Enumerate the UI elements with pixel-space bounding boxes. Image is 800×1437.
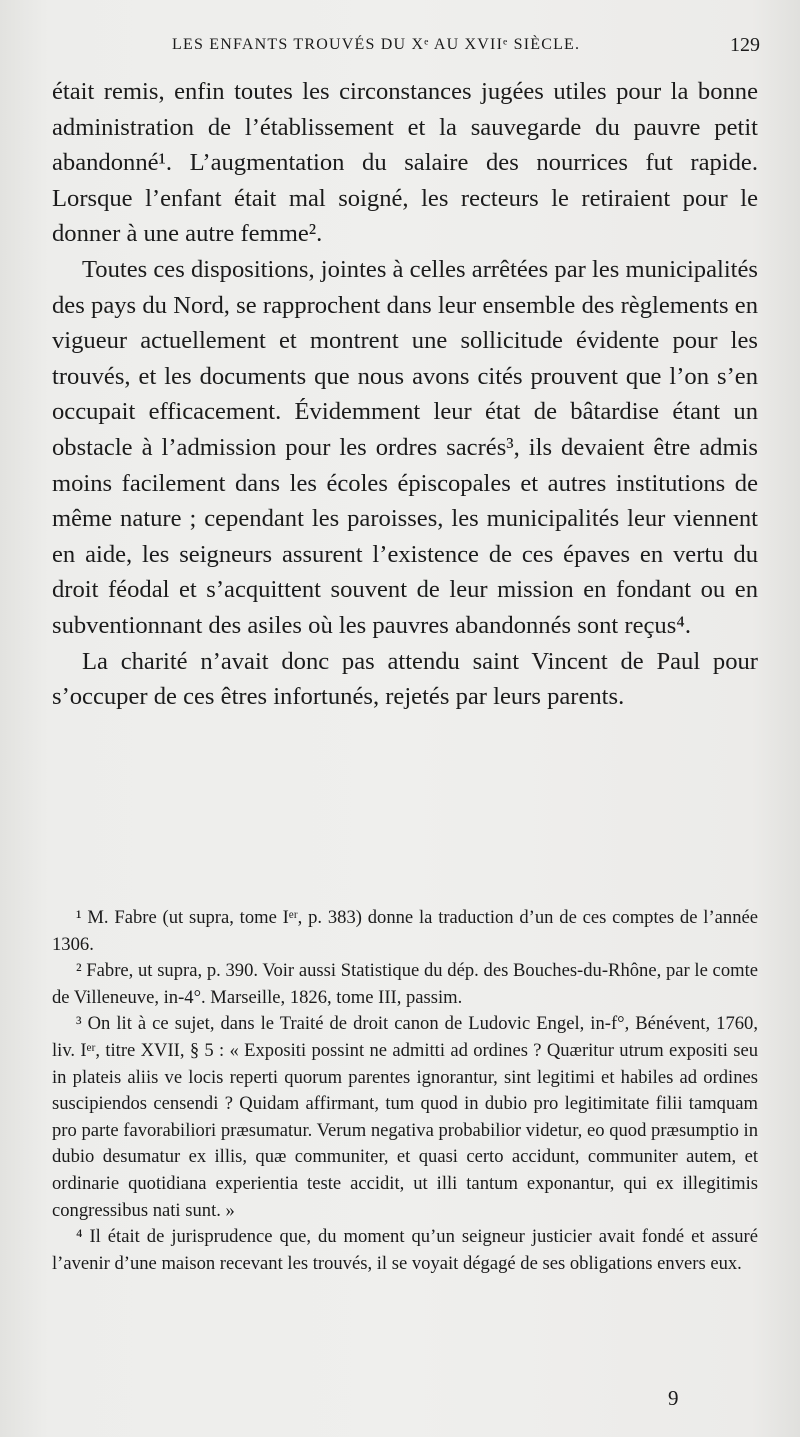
footnotes <box>52 905 758 1277</box>
running-head-title: LES ENFANTS TROUVÉS DU Xᵉ AU XVIIᵉ SIÈCLE. <box>172 36 581 53</box>
footnote-2: ² Fabre, ut supra, p. 390. Voir aussi Statistique du dép. des Bouches-du-Rhône, par le comte de Villeneuve, in-4°. Marseille, 1826, tome III, passim. <box>52 960 758 1008</box>
footnote-1: ¹ M. Fabre (ut supra, tome Iᵉʳ, p. 383) donne la traduction d’un de ces comptes de l’année 1306. <box>52 907 758 955</box>
paragraph-2: Toutes ces dispositions, jointes à celles arrêtées par les municipalités des pays du Nord, se rapprochent dans leur ensemble des règlements en vigueur actuellement et montrent une sollicitude évidente pour les trouvés, et les documents que nous avons cités prouvent que l’on s’en occupait efficacement. Évidemment leur état de bâtardise étant un obstacle à l’admission pour les ordres sacrés³, ils devaient être admis moins facilement dans les écoles épiscopales et autres institutions de même nature ; cependant les paroisses, les municipalités leur viennent en aide, les seigneurs assurent l’existence de ces épaves en vertu du droit féodal et s’acquittent souvent de leur mission en fondant ou en subventionnant des asiles où les pauvres abandonnés sont reçus⁴. <box>52 255 758 639</box>
main-text <box>52 74 758 715</box>
paragraph-3: La charité n’avait donc pas attendu saint Vincent de Paul pour s’occuper de ces êtres infortunés, rejetés par leurs parents. <box>52 647 758 711</box>
signature-mark: 9 <box>668 1386 679 1410</box>
footnote-4: ⁴ Il était de jurisprudence que, du moment qu’un seigneur justicier avait fondé et assuré l’avenir d’une maison recevant les trouvés, il se voyait dégagé de ses obligations envers eux. <box>52 1226 758 1274</box>
paragraph-1: était remis, enfin toutes les circonstances jugées utiles pour la bonne administration de l’établissement et la sauvegarde du pauvre petit abandonné¹. L’augmentation du salaire des nourrices fut rapide. Lorsque l’enfant était mal soigné, les recteurs le retiraient pour le donner à une autre femme². <box>52 78 758 248</box>
footnote-3: ³ On lit à ce sujet, dans le Traité de droit canon de Ludovic Engel, in-f°, Bénévent, 1760, liv. Iᵉʳ, titre XVII, § 5 : « Expositi possint ne admitti ad ordines ? Quæritur utrum expositi seu in plateis aliis ve locis reperti quorum parentes ignorantur, sint legitimi et habiles ad ordines suscipiendos censendi ? Quidam affirmant, tum quod in dubio pro legitimitate filii tamquam pro parte favorabiliori præsumatur. Verum negativa probabilior videtur, eo quod præsumptio in dubio desumatur ex illis, quæ communiter, et quasi certo accidunt, communiter autem, et ordinarie quotidiana experientia teste accidit, ut illi tantum exponantur, qui ex illegitimis congressibus nati sunt. » <box>52 1013 758 1221</box>
page-number: 129 <box>730 34 760 56</box>
